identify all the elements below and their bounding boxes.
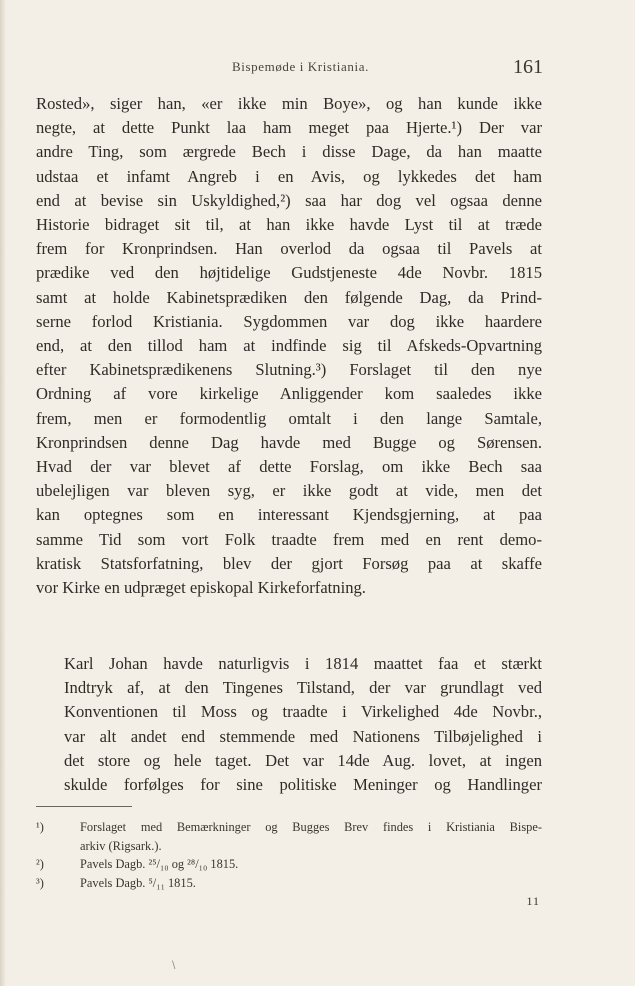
text-line: Kronprindsen denne Dag havde med Bugge og Sørensen. — [36, 432, 542, 452]
text-line: samme Tid som vort Folk traadte frem med en rent demo- — [36, 529, 542, 549]
footnote-text: Pavels Dagb. ⁵/₁₁ 1815. — [80, 875, 196, 890]
running-title: Bispemøde i Kristiania. — [232, 59, 369, 74]
text-line: frem, men er formodentlig omtalt i den lange Samtale, — [36, 408, 542, 428]
footnote-2 — [36, 855, 542, 874]
text-line: ubelejligen var bleven syg, er ikke godt at vide, men det — [36, 481, 542, 501]
text-line: Karl Johan havde naturligvis i 1814 maattet faa et stærkt — [64, 654, 542, 673]
running-header — [0, 56, 635, 78]
text-line: prædike ved den højtidelige Gudstjeneste 4de Novbr. 1815 — [36, 263, 542, 283]
text-line: Rosted», siger han, «er ikke min Boye», og han kunde ikke — [36, 94, 542, 113]
text-line: end, at den tillod ham at indfinde sig til Afskeds-Opvartning — [36, 336, 542, 356]
text-line: udstaa et infamt Angreb i en Avis, og lykkedes det ham — [36, 166, 542, 186]
text-line: end at bevise sin Uskyldighed,²) saa har dog vel ogsaa denne — [36, 190, 542, 210]
text-line: samt at holde Kabinetsprædiken den følgende Dag, da Prind- — [36, 287, 542, 307]
page-number: 161 — [513, 56, 543, 78]
text-line: var alt andet end stemmende med Nationens Tilbøjelighed i — [64, 726, 542, 746]
text-line: kan optegnes som en interessant Kjendsgjerning, at paa — [36, 505, 542, 525]
text-line: vor Kirke en udpræget episkopal Kirkeforfatning. — [36, 578, 366, 598]
footnote-mark: ²) — [36, 857, 44, 872]
text-line: Historie bidraget sit til, at han ikke havde Lyst til at træde — [36, 215, 542, 235]
paragraph-1 — [36, 92, 542, 600]
footnote-1 — [36, 818, 542, 855]
text-line: Indtryk af, at den Tingenes Tilstand, der var grundlagt ved — [64, 678, 542, 698]
printer-signature-mark: 11 — [526, 894, 540, 908]
footnote-3 — [36, 874, 542, 893]
text-line: serne forlod Kristiania. Sygdommen var dog ikke haardere — [36, 311, 542, 331]
footnote-divider — [36, 806, 132, 807]
text-line: andre Ting, som ærgrede Bech i disse Dage, da han maatte — [36, 142, 542, 162]
footnote-text: Forslaget med Bemærkninger og Bugges Brev findes i Kristiania Bispe- — [80, 820, 542, 834]
text-line: skulde forfølges for sine politiske Meninger og Handlinger — [64, 775, 542, 795]
text-line: efter Kabinetsprædikenens Slutning.³) Forslaget til den nye — [36, 360, 542, 380]
text-line: det store og hele taget. Det var 14de Aug. lovet, at ingen — [64, 750, 542, 770]
paragraph-2 — [36, 652, 542, 797]
text-line: Ordning af vore kirkelige Anliggender kom saaledes ikke — [36, 384, 542, 404]
text-line: kratisk Statsforfatning, blev der gjort Forsøg paa at skaffe — [36, 553, 542, 573]
print-speck: \ — [172, 960, 176, 971]
text-line: negte, at dette Punkt laa ham meget paa Hjerte.¹) Der var — [36, 118, 542, 138]
text-line: Hvad der var blevet af dette Forslag, om ikke Bech saa — [36, 457, 542, 477]
footnote-text: Pavels Dagb. ²⁵/₁₀ og ²⁸/₁₀ 1815. — [80, 857, 239, 872]
footnote-mark: ¹) — [36, 820, 44, 834]
footnotes — [36, 818, 542, 892]
text-line: frem for Kronprindsen. Han overlod da ogsaa til Pavels at — [36, 239, 542, 259]
footnote-text: arkiv (Rigsark.). — [80, 838, 162, 853]
page-gutter-shadow — [0, 0, 6, 986]
footnote-mark: ³) — [36, 875, 44, 890]
text-line: Konventionen til Moss og traadte i Virkelighed 4de Novbr., — [64, 702, 542, 722]
